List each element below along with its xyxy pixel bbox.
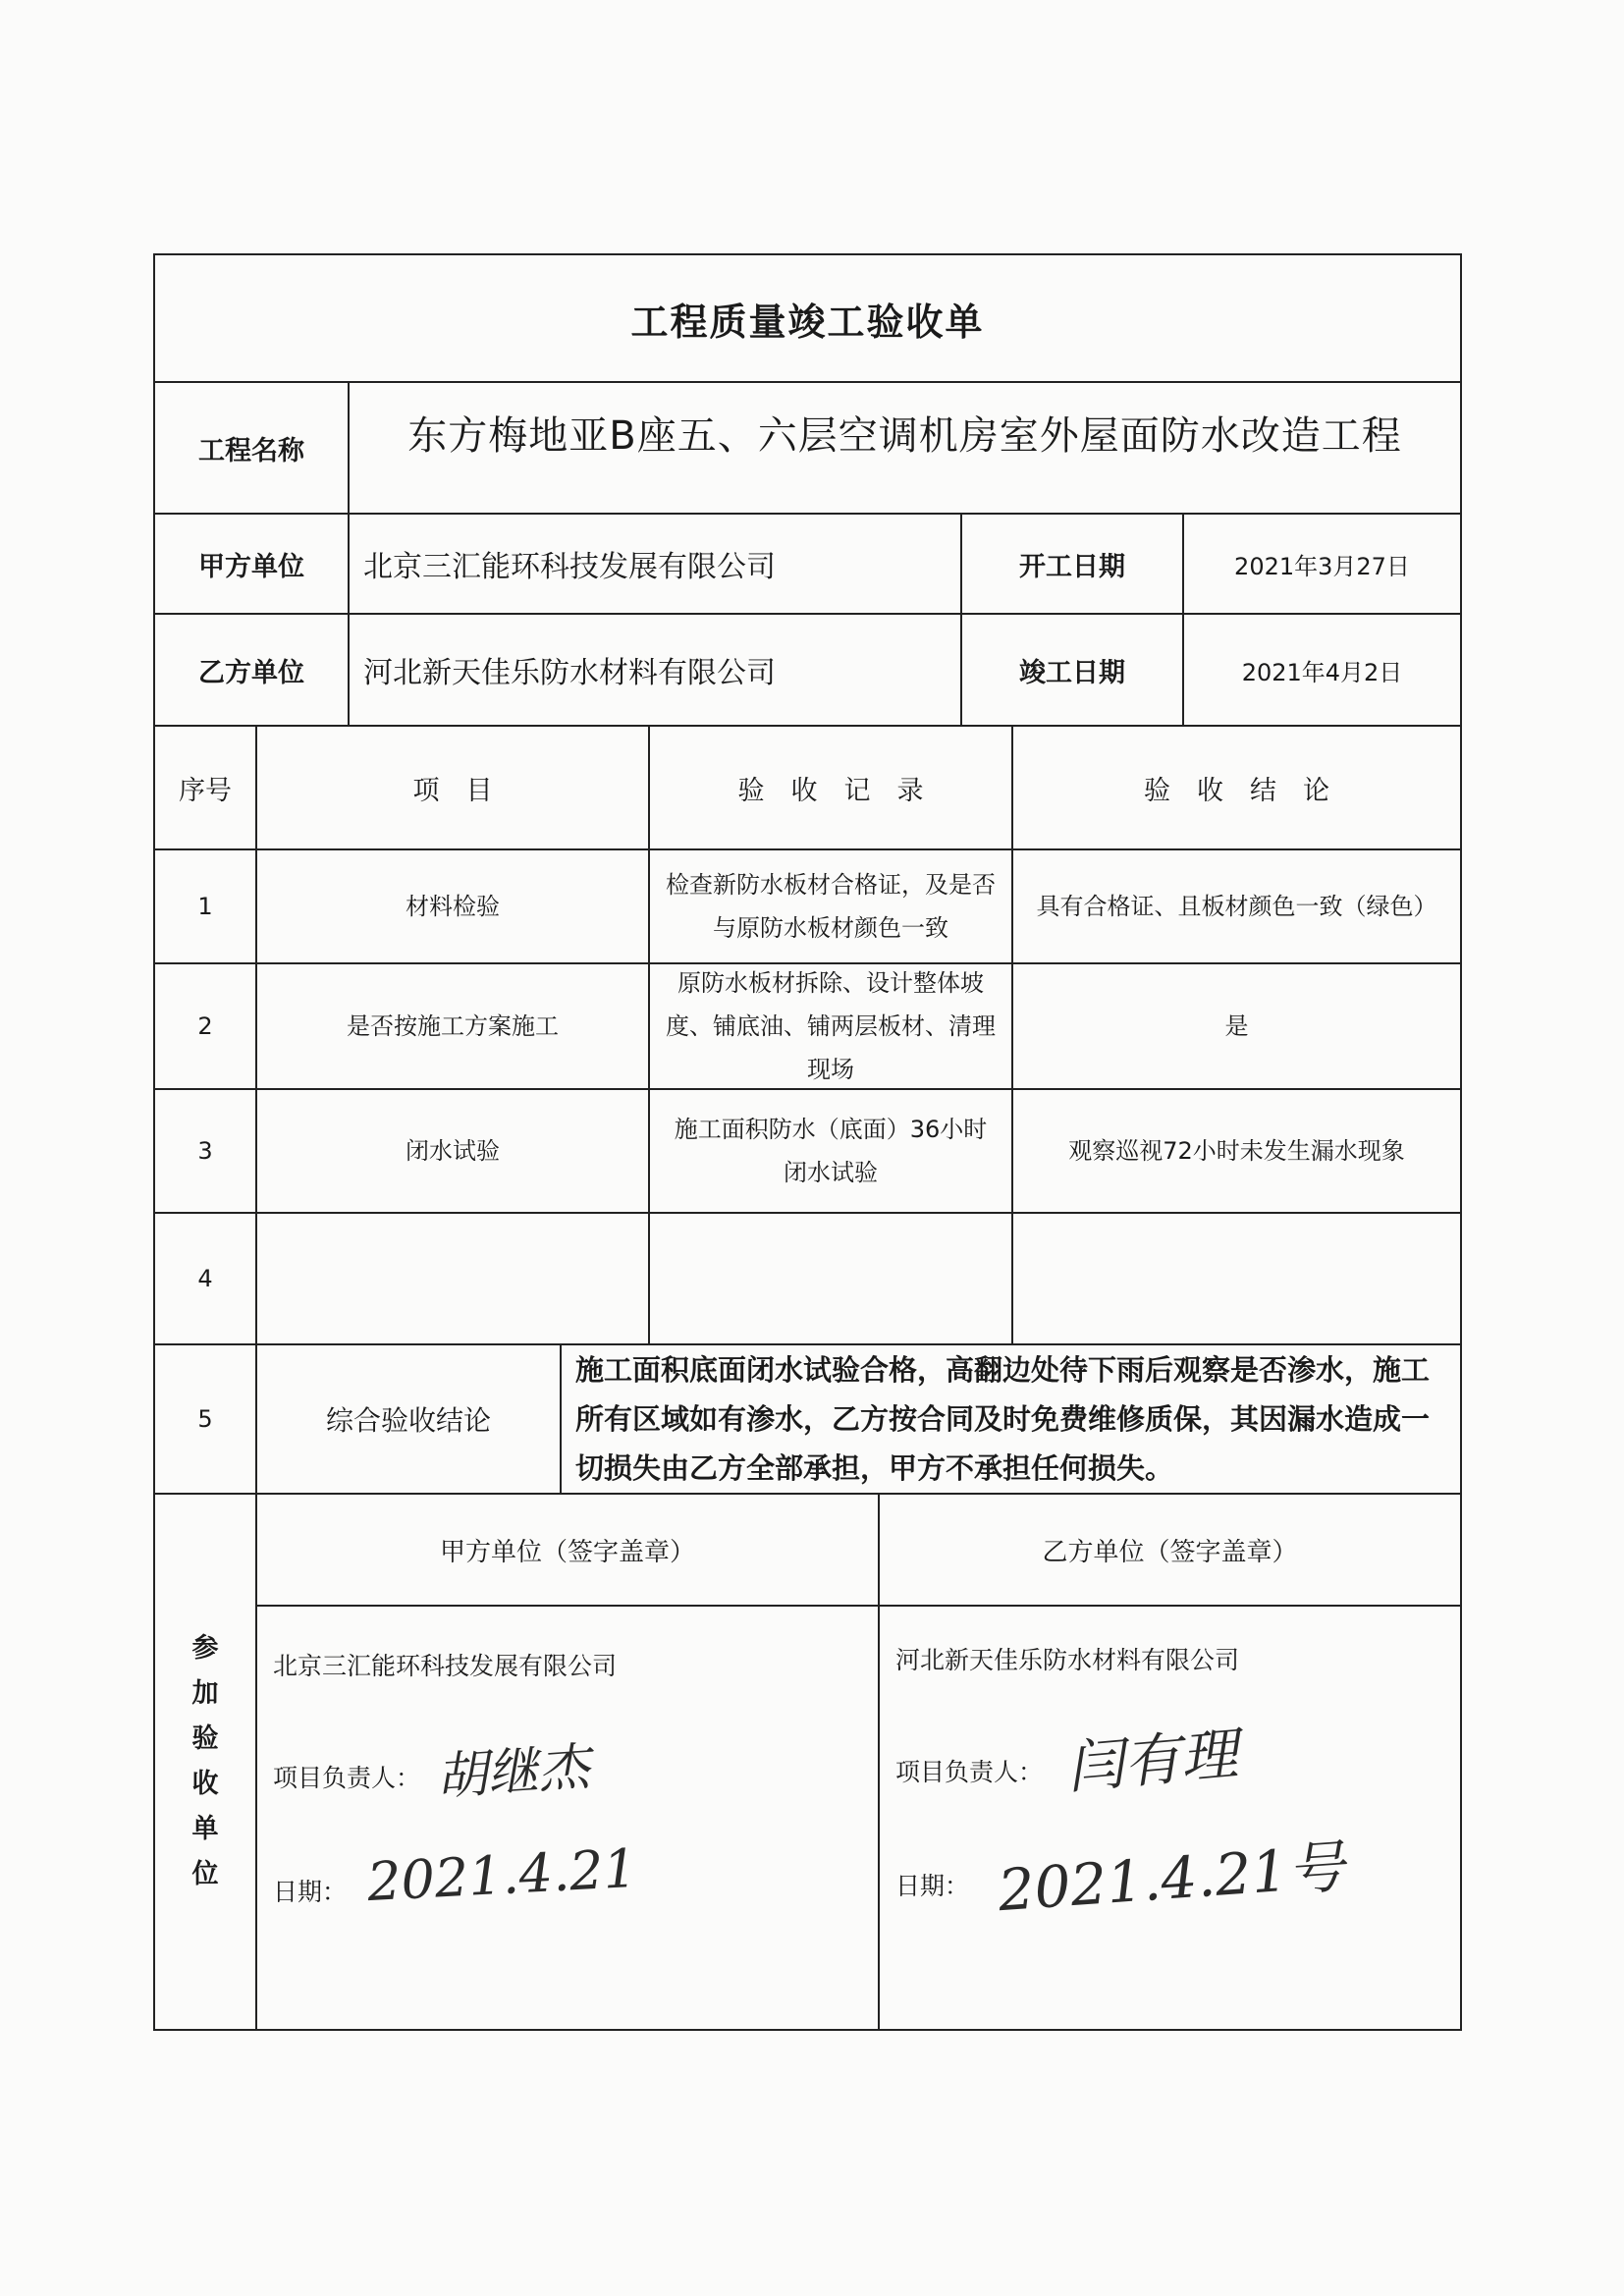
row-no: 4 [197,1265,213,1292]
party-b-name: 河北新天佳乐防水材料有限公司 [363,656,776,690]
row-record: 原防水板材拆除、设计整体坡度、铺底油、铺两层板材、清理现场 [666,969,996,1083]
row-no: 1 [197,893,213,920]
party-b-label: 乙方单位 [198,657,304,688]
summary-label: 综合验收结论 [325,1404,491,1437]
party-b-sign-date: 2021.4.21号 [996,1832,1347,1925]
row-item: 闭水试验 [406,1137,500,1165]
party-a-name: 北京三汇能环科技发展有限公司 [363,550,776,584]
row-result: 观察巡视72小时未发生漏水现象 [1068,1137,1405,1165]
party-b-sign-company: 河北新天佳乐防水材料有限公司 [895,1646,1240,1674]
party-a-sign-company: 北京三汇能环科技发展有限公司 [273,1652,618,1680]
summary-no: 5 [197,1405,213,1433]
header-item: 项 目 [412,775,493,806]
party-b-sign-header: 乙方单位（签字盖章） [1042,1537,1298,1567]
row-no: 3 [197,1137,213,1165]
party-a-sign-header: 甲方单位（签字盖章） [439,1537,695,1567]
row-record: 施工面积防水（底面）36小时闭水试验 [674,1116,988,1186]
summary-text: 施工面积底面闭水试验合格，高翻边处待下雨后观察是否渗水，施工所有区域如有渗水，乙方按合同及时免费维修质保，其因漏水造成一切损失由乙方全部承担，甲方不承担任何损失。 [575,1353,1431,1485]
party-a-person-label: 项目负责人： [273,1764,421,1792]
party-b-signature: 闫有理 [1063,1720,1241,1802]
row-item: 是否按施工方案施工 [347,1012,559,1040]
row-result: 具有合格证、且板材颜色一致（绿色） [1036,893,1437,920]
header-result: 验 收 结 论 [1144,775,1329,806]
row-result [1013,1214,1460,1343]
header-no: 序号 [179,775,232,806]
party-a-signature: 胡继杰 [434,1737,592,1808]
row-record: 检查新防水板材合格证，及是否与原防水板材颜色一致 [666,871,996,942]
end-date-label: 竣工日期 [1019,657,1125,688]
start-date: 2021年3月27日 [1234,552,1410,580]
row-result: 是 [1224,1012,1249,1040]
party-b-person-label: 项目负责人： [895,1758,1044,1786]
form-title: 工程质量竣工验收单 [630,300,985,344]
row-record [650,1214,1011,1343]
header-record: 验 收 记 录 [737,775,924,806]
project-label: 工程名称 [198,435,304,466]
row-item: 材料检验 [406,893,500,920]
project-name: 东方梅地亚B座五、六层空调机房室外屋面防水改造工程 [407,412,1402,459]
start-date-label: 开工日期 [1019,551,1125,582]
participants-label: 参加验收单位 [191,1633,219,1889]
party-b-date-label: 日期： [895,1872,970,1900]
party-a-label: 甲方单位 [198,551,304,582]
row-item [257,1214,648,1343]
party-a-sign-date: 2021.4.21 [365,1836,639,1914]
participants-label-cell [155,1495,255,2029]
row-no: 2 [197,1012,213,1040]
party-a-date-label: 日期： [273,1878,348,1906]
end-date: 2021年4月2日 [1241,658,1403,686]
acceptance-form [153,253,1462,2031]
rule [255,1605,1460,1607]
